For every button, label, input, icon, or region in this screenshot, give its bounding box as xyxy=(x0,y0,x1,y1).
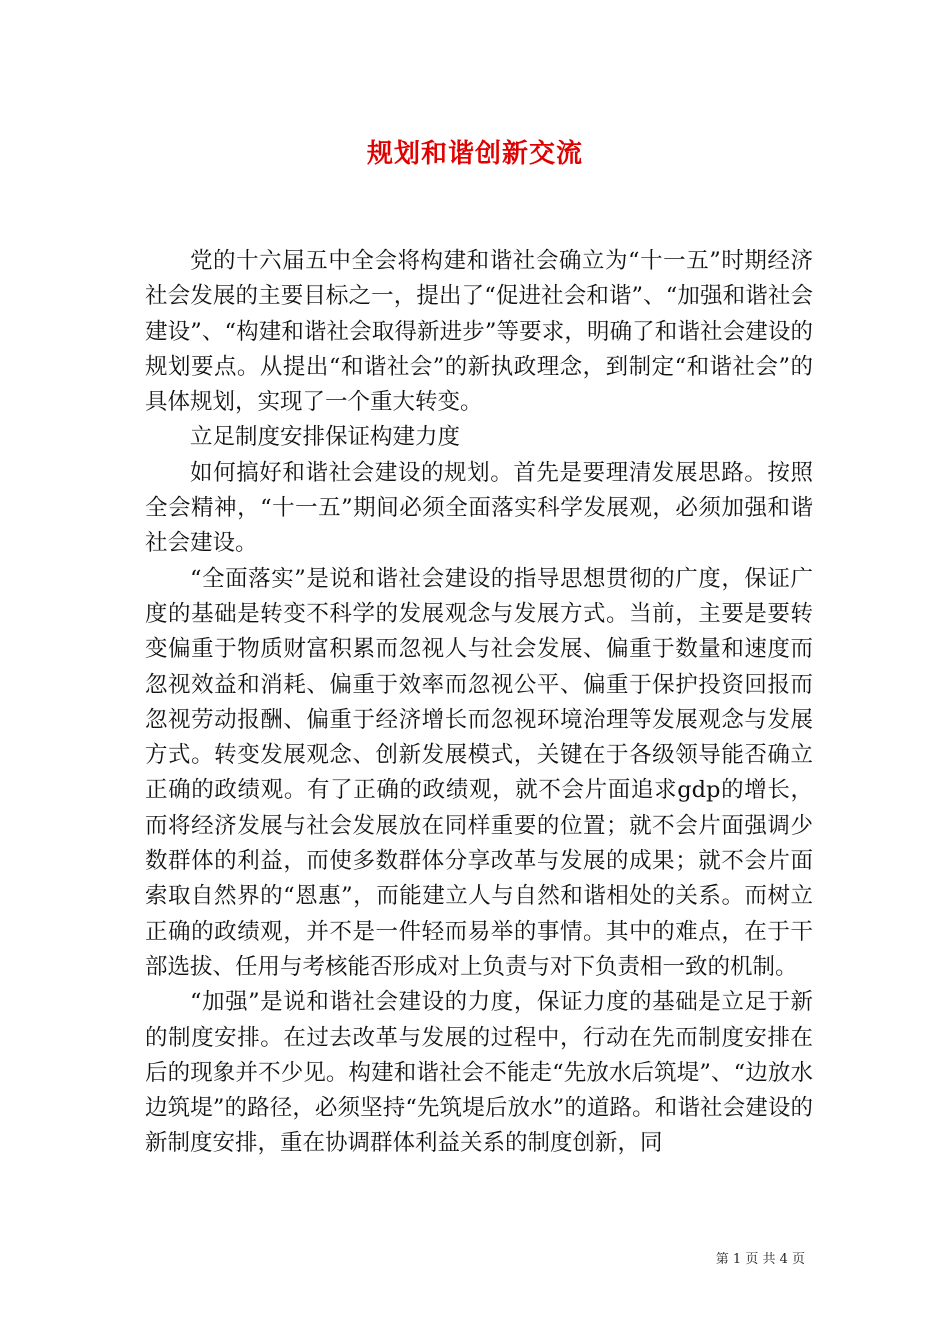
paragraph-comprehensive: “全面落实”是说和谐社会建设的指导思想贯彻的广度，保证广度的基础是转变不科学的发展观念与发展方式。当前，主要是要转变偏重于物质财富积累而忽视人与社会发展、偏重于数量和速度而忽视效益和消耗、偏重于效率而忽视公平、偏重于保护投资回报而忽视劳动报酬、偏重于经济增长而忽视环境治理等发展观念与发展方式。转变发展观念、创新发展模式，关键在于各级领导能否确立正确的政绩观。有了正确的政绩观，就不会片面追求gdp的增长，而将经济发展与社会发展放在同样重要的位置；就不会片面强调少数群体的利益，而使多数群体分享改革与发展的成果；就不会片面索取自然界的“恩惠”，而能建立人与自然和谐相处的关系。而树立正确的政绩观，并不是一件轻而易举的事情。其中的难点，在于干部选拔、任用与考核能否形成对上负责与对下负责相一致的机制。 xyxy=(145,565,813,980)
section-heading: 立足制度安排保证构建力度 xyxy=(190,424,461,451)
document-body xyxy=(145,244,813,1162)
page-title: 规划和谐创新交流 xyxy=(366,139,583,169)
paragraph-strengthen: “加强”是说和谐社会建设的力度，保证力度的基础是立足于新的制度安排。在过去改革与发展的过程中，行动在先而制度安排在后的现象并不少见。构建和谐社会不能走“先放水后筑堤”、“边放水边筑堤”的路径，必须坚持“先筑堤后放水”的道路。和谐社会建设的新制度安排，重在协调群体利益关系的制度创新，同 xyxy=(145,989,813,1157)
paragraph-planning: 如何搞好和谐社会建设的规划。首先是要理清发展思路。按照全会精神，“十一五”期间必须全面落实科学发展观，必须加强和谐社会建设。 xyxy=(145,459,813,557)
paragraph-intro: 党的十六届五中全会将构建和谐社会确立为“十一五”时期经济社会发展的主要目标之一，提出了“促进社会和谐”、“加强和谐社会建设”、“构建和谐社会取得新进步”等要求，明确了和谐社会建设的规划要点。从提出“和谐社会”的新执政理念，到制定“和谐社会”的具体规划，实现了一个重大转变。 xyxy=(145,248,813,416)
page-number-footer: 第 1 页 共 4 页 xyxy=(715,1252,805,1267)
